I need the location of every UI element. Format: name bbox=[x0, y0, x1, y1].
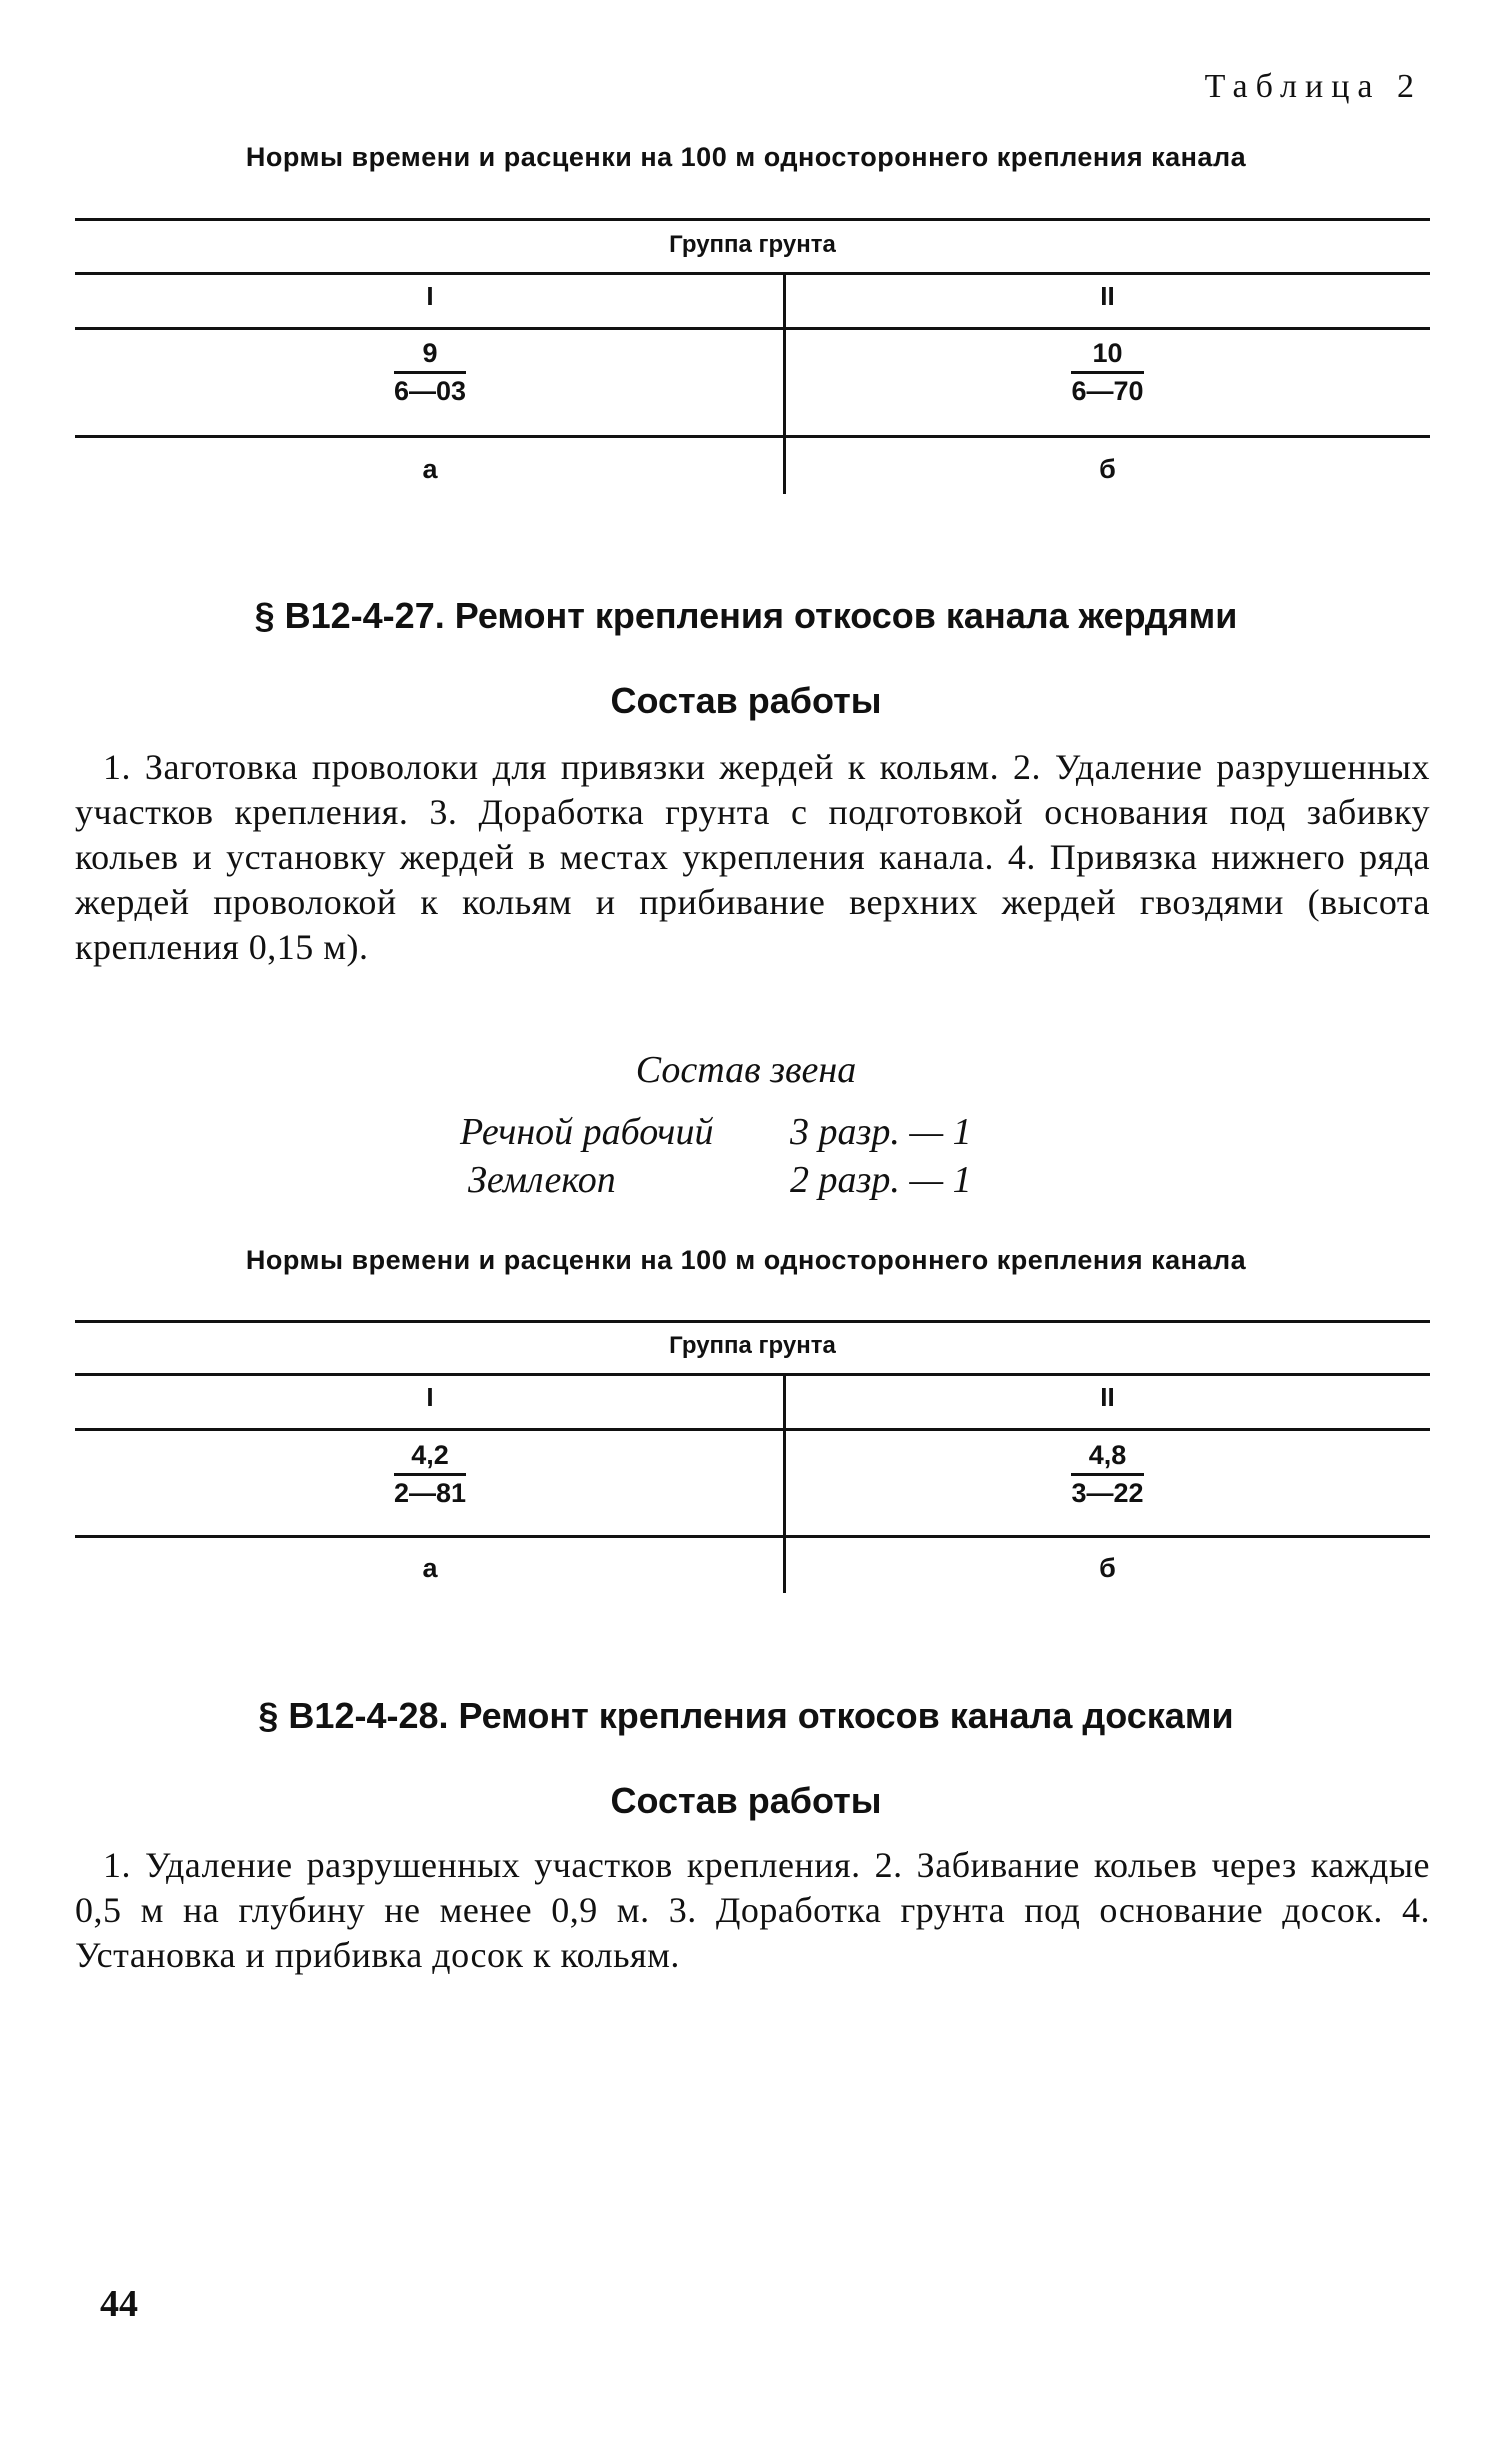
table1-cell1-price: 6—03 bbox=[393, 376, 467, 406]
section2-work-text: 1. Удаление разрушенных участков крепления. 2. Забивание кольев через каждые 0,5 м на глубину не менее 0,9 м. 3. Доработка грунта под основание досок. 4. Установка и прибивка досок к кольям. bbox=[75, 1845, 1430, 1975]
table1-header-rule bbox=[75, 272, 1430, 275]
table1-group-header: Группа грунта bbox=[669, 231, 836, 258]
table1-foot2: б bbox=[1099, 454, 1116, 484]
table1-col2-header: II bbox=[1100, 281, 1115, 311]
table1-bottom-rule bbox=[75, 435, 1430, 438]
table2-cell1-time: 4,2 bbox=[394, 1440, 466, 1476]
table1-col1-header: I bbox=[426, 281, 434, 311]
table2-cell1-price: 2—81 bbox=[393, 1478, 467, 1508]
table1-cell1 bbox=[75, 338, 785, 407]
table1-caption: Нормы времени и расценки на 100 м одностороннего крепления канала bbox=[245, 142, 1247, 172]
section1-crew-heading: Состав звена bbox=[635, 1049, 857, 1091]
table1-column-divider bbox=[783, 272, 786, 494]
table1-top-rule bbox=[75, 218, 1430, 221]
table2-column-divider bbox=[783, 1373, 786, 1593]
table2-caption: Нормы времени и расценки на 100 м одностороннего крепления канала bbox=[245, 1245, 1247, 1275]
table2-bottom-rule bbox=[75, 1535, 1430, 1538]
section2-work-heading: Состав работы bbox=[610, 1780, 882, 1821]
table2-cell2-price: 3—22 bbox=[1071, 1478, 1144, 1508]
table-number-label: Таблица 2 bbox=[1204, 68, 1422, 105]
section1-work-heading: Состав работы bbox=[610, 680, 882, 721]
table2-top-rule bbox=[75, 1320, 1430, 1323]
section1-title: § В12-4-27. Ремонт крепления откосов канала жердями bbox=[254, 595, 1238, 636]
crew-grade-1: 3 разр. — 1 bbox=[790, 1111, 972, 1153]
crew-role-1: Речной рабочий bbox=[460, 1111, 714, 1153]
section1-work-text: 1. Заготовка проволоки для привязки жердей к кольям. 2. Удаление разрушенных участков крепления. 3. Доработка грунта с подготовкой основания под забивку кольев и установку жердей в местах укрепления канала. 4. Привязка нижнего ряда жердей проволокой к кольям и прибивание верхних жердей гвоздями (высота крепления 0,15 м). bbox=[75, 747, 1430, 967]
table1-cell2-time: 10 bbox=[1071, 338, 1143, 374]
table2-header-rule bbox=[75, 1373, 1430, 1376]
table2-group-header: Группа грунта bbox=[669, 1332, 836, 1359]
table2-cell2 bbox=[785, 1440, 1430, 1509]
table1-cell2 bbox=[785, 338, 1430, 407]
table1-cell1-time: 9 bbox=[394, 338, 466, 374]
table1-foot1: а bbox=[422, 454, 438, 484]
table1-mid-rule bbox=[75, 327, 1430, 330]
table2-col1-header: I bbox=[426, 1382, 434, 1412]
table2-col2-header: II bbox=[1100, 1382, 1115, 1412]
table2-cell2-time: 4,8 bbox=[1071, 1440, 1143, 1476]
table2-foot1: а bbox=[422, 1553, 438, 1583]
section2-title: § В12-4-28. Ремонт крепления откосов канала досками bbox=[258, 1695, 1234, 1736]
table1-cell2-price: 6—70 bbox=[1071, 376, 1144, 406]
crew-grade-2: 2 разр. — 1 bbox=[790, 1159, 972, 1201]
page-number: 44 bbox=[100, 2283, 138, 2325]
table2-mid-rule bbox=[75, 1428, 1430, 1431]
table2-foot2: б bbox=[1099, 1553, 1116, 1583]
table2-cell1 bbox=[75, 1440, 785, 1509]
crew-role-2: Землекоп bbox=[468, 1159, 616, 1201]
